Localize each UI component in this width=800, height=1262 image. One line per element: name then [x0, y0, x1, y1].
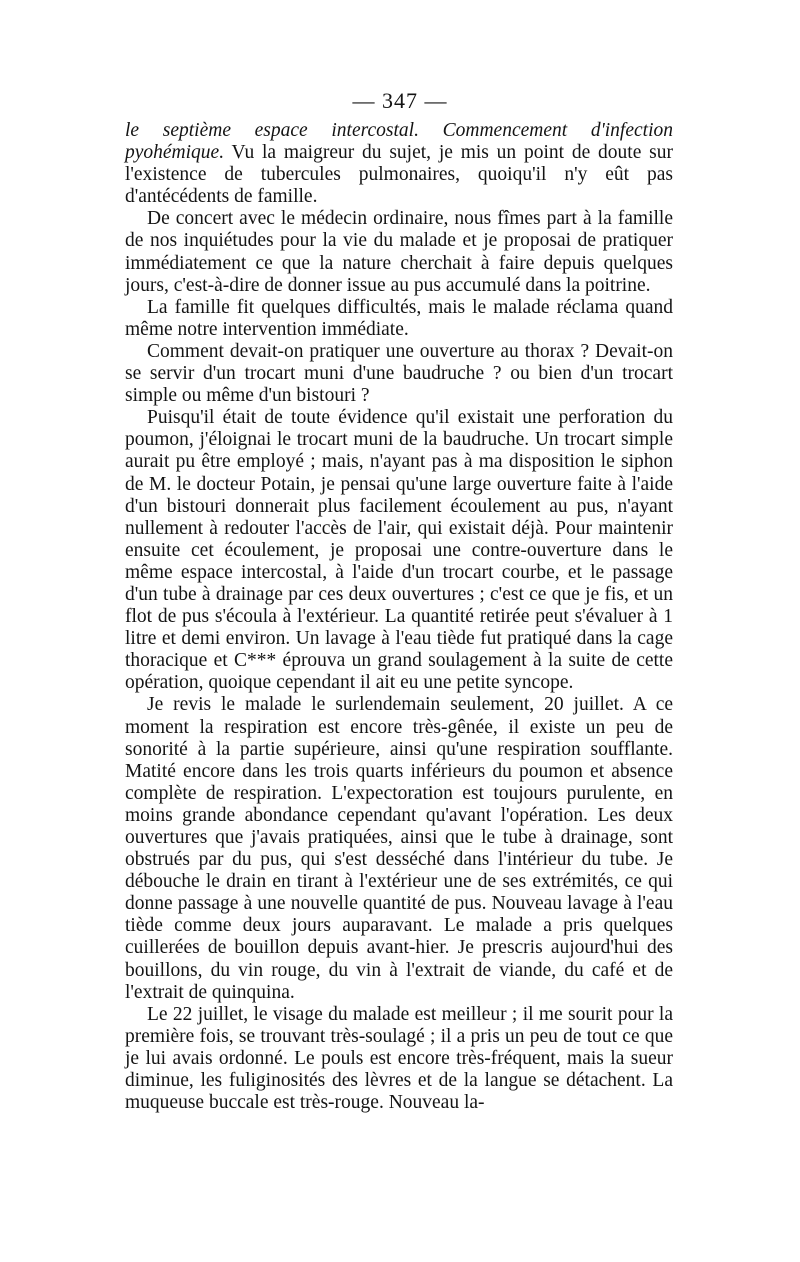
paragraph: [125, 407, 673, 694]
paragraph-text: La famille fit quelques difficultés, mais le malade réclama quand même notre intervention immédiate.: [125, 296, 673, 340]
paragraph: [125, 297, 673, 341]
paragraph-text: Vu la maigreur du sujet, je mis un point de doute sur l'existence de tubercules pulmonaires, quoiqu'il n'y eût pas d'antécédents de famille.: [125, 142, 673, 208]
body-text: [125, 120, 673, 1114]
paragraph-text: Comment devait-on pratiquer une ouverture au thorax ? Devait-on se servir d'un trocart muni d'une baudruche ? ou bien d'un trocart simple ou même d'un bistouri ?: [125, 340, 673, 407]
page-number: — 347 —: [352, 88, 448, 113]
paragraph-text: Le 22 juillet, le visage du malade est meilleur ; il me sourit pour la première fois, se trouvant très-soulagé ; il a pris un peu de tout ce que je lui avais ordonné. Le pouls est encore très-fréquent, mais la sueur diminue, les fuliginosités des lèvres et de la langue se détachent. La muqueuse buccale est très-rouge. Nouveau la-: [125, 1003, 673, 1114]
italic-lead: le septième espace intercostal. Commencement d'infection pyohémique.: [125, 120, 673, 164]
paragraph: [125, 341, 673, 407]
paragraph: [125, 208, 673, 296]
paragraph-text: Je revis le malade le surlendemain seulement, 20 juillet. A ce moment la respiration est encore très-gênée, il existe un peu de sonorité à la partie supérieure, ainsi qu'une respiration soufflante. Matité encore dans les trois quarts inférieurs du poumon et absence complète de respiration. L'expectoration est toujours purulente, en moins grande abondance cependant qu'avant l'opération. Les deux ouvertures que j'avais pratiquées, ainsi que le tube à drainage, sont obstrués par du pus, qui s'est desséché dans l'intérieur du tube. Je débouche le drain en tirant à l'extérieur une de ses extrémités, ce qui donne passage à une nouvelle quantité de pus. Nouveau lavage à l'eau tiède comme deux jours auparavant. Le malade a pris quelques cuillerées de bouillon depuis avant-hier. Je prescris aujourd'hui des bouillons, du vin rouge, du vin à l'extrait de viande, du café et de l'extrait de quinquina.: [125, 694, 673, 1003]
paragraph-text: Puisqu'il était de toute évidence qu'il existait une perforation du poumon, j'éloignai le trocart muni de la baudruche. Un trocart simple aurait pu être employé ; mais, n'ayant pas à ma disposition le siphon de M. le docteur Potain, je pensai qu'une large ouverture faite à l'aide d'un bistouri donnerait plus facilement écoulement au pus, n'ayant nullement à redouter l'accès de l'air, qui existait déjà. Pour maintenir ensuite cet écoulement, je proposai une contre-ouverture dans le même espace intercostal, à l'aide d'un trocart courbe, et le passage d'un tube à drainage par ces deux ouvertures ; c'est ce que je fis, et un flot de pus s'écoula à l'extérieur. La quantité retirée peut s'évaluer à 1 litre et demi environ. Un lavage à l'eau tiède fut pratiqué dans la cage thoracique et C*** éprouva un grand soulagement à la suite de cette opération, quoique cependant il ait eu une petite syncope.: [125, 407, 673, 694]
paragraph: [125, 1004, 673, 1114]
paragraph-text: De concert avec le médecin ordinaire, nous fîmes part à la famille de nos inquiétudes pour la vie du malade et je proposai de pratiquer immédiatement ce que la nature cherchait à faire depuis quelques jours, c'est-à-dire de donner issue au pus accumulé dans la poitrine.: [125, 208, 673, 296]
paragraph: [125, 120, 673, 208]
paragraph: [125, 694, 673, 1003]
